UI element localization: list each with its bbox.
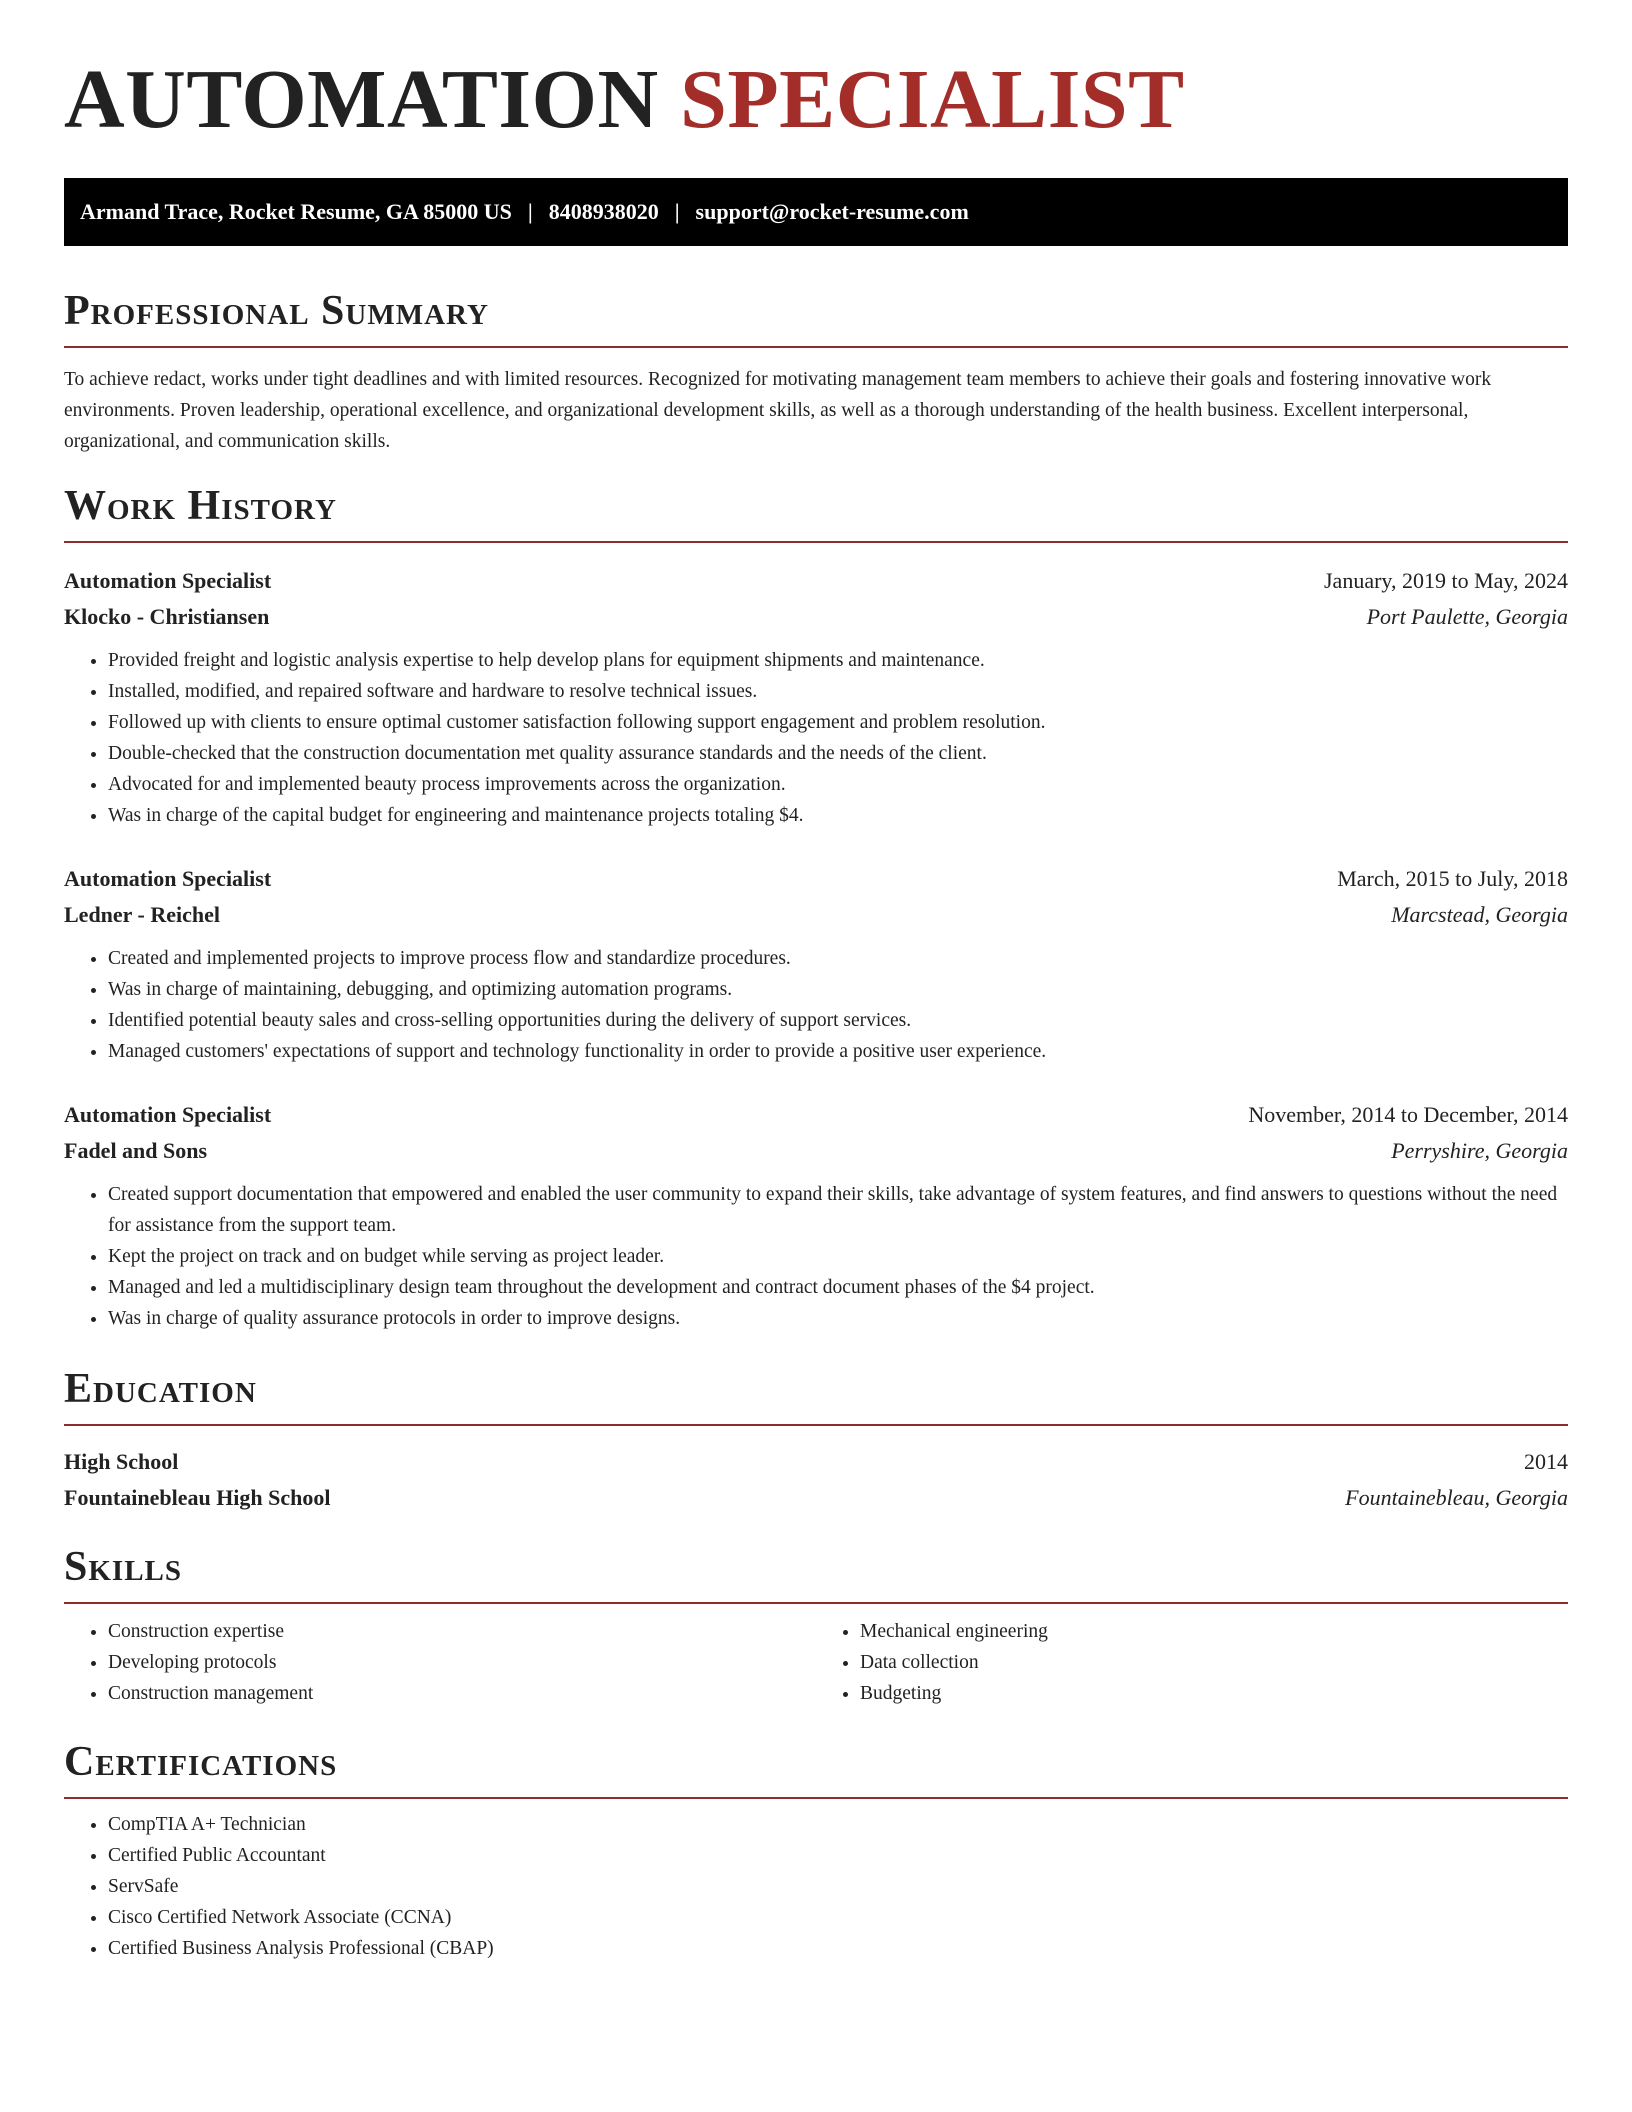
certification-item: • Certified Business Analysis Professional (CBAP)	[108, 1933, 1568, 1964]
job-bullet: • Was in charge of quality assurance protocols in order to improve designs.	[108, 1303, 1568, 1334]
resume-title	[64, 53, 1568, 146]
job-company: Klocko - Christiansen	[64, 604, 270, 629]
contact-bar	[64, 178, 1568, 246]
certification-item: • ServSafe	[108, 1871, 1568, 1902]
skills-heading: Skills	[64, 1546, 1568, 1604]
job-location: Perryshire, Georgia	[1391, 1138, 1568, 1163]
skills-columns	[64, 1616, 1568, 1709]
job-bullets	[64, 645, 1568, 831]
job-role: Automation Specialist	[64, 1102, 272, 1127]
job-bullet: • Created and implemented projects to improve process flow and standardize procedures.	[108, 943, 1568, 974]
job-entry	[64, 1097, 1568, 1334]
job-company: Ledner - Reichel	[64, 902, 221, 927]
job-bullets	[64, 943, 1568, 1067]
skill-item: • Data collection	[860, 1647, 1568, 1678]
summary-heading: Professional Summary	[64, 290, 1568, 348]
education-row-1	[64, 1444, 1568, 1480]
job-bullet: • Advocated for and implemented beauty process improvements across the organization.	[108, 769, 1568, 800]
job-row-company	[64, 599, 1568, 635]
contact-address: Armand Trace, Rocket Resume, GA 85000 US	[80, 199, 512, 224]
job-bullet: • Created support documentation that empowered and enabled the user community to expand their skills, take advantage of system features, and find answers to questions without the need for assistance from the support team.	[108, 1179, 1568, 1241]
job-bullet: • Double-checked that the construction documentation met quality assurance standards and the needs of the client.	[108, 738, 1568, 769]
certification-item: • Cisco Certified Network Associate (CCNA)	[108, 1902, 1568, 1933]
job-entry	[64, 563, 1568, 831]
skill-item: • Construction expertise	[108, 1616, 816, 1647]
contact-separator: |	[527, 199, 533, 224]
skills-right-list	[816, 1616, 1568, 1709]
job-role: Automation Specialist	[64, 866, 272, 891]
certifications-list	[64, 1809, 1568, 1964]
education-heading: Education	[64, 1368, 1568, 1426]
skills-section	[64, 1546, 1568, 1709]
certifications-heading: Certifications	[64, 1741, 1568, 1799]
job-row-title	[64, 1097, 1568, 1133]
job-row-company	[64, 897, 1568, 933]
job-dates: November, 2014 to December, 2014	[1248, 1102, 1568, 1127]
education-year: 2014	[1524, 1449, 1568, 1474]
work-history-heading: Work History	[64, 485, 1568, 543]
skill-item: • Mechanical engineering	[860, 1616, 1568, 1647]
job-bullet: • Followed up with clients to ensure optimal customer satisfaction following support engagement and problem resolution.	[108, 707, 1568, 738]
job-bullet: • Provided freight and logistic analysis expertise to help develop plans for equipment shipments and maintenance.	[108, 645, 1568, 676]
job-bullet: • Identified potential beauty sales and cross-selling opportunities during the delivery of support services.	[108, 1005, 1568, 1036]
certifications-section	[64, 1741, 1568, 1964]
job-role: Automation Specialist	[64, 568, 272, 593]
contact-email: support@rocket-resume.com	[695, 199, 969, 224]
job-dates: March, 2015 to July, 2018	[1337, 866, 1568, 891]
work-history-section	[64, 485, 1568, 1334]
skill-item: • Construction management	[108, 1678, 816, 1709]
job-row-title	[64, 563, 1568, 599]
job-bullet: • Was in charge of the capital budget for engineering and maintenance projects totaling $4.	[108, 800, 1568, 831]
job-bullet: • Managed and led a multidisciplinary design team throughout the development and contract document phases of the $4 project.	[108, 1272, 1568, 1303]
title-second-word: SPECIALIST	[680, 53, 1185, 146]
skill-item: • Developing protocols	[108, 1647, 816, 1678]
certification-item: • Certified Public Accountant	[108, 1840, 1568, 1871]
job-bullet: • Was in charge of maintaining, debugging, and optimizing automation programs.	[108, 974, 1568, 1005]
skill-item: • Budgeting	[860, 1678, 1568, 1709]
job-bullets	[64, 1179, 1568, 1334]
certification-item: • CompTIA A+ Technician	[108, 1809, 1568, 1840]
job-location: Port Paulette, Georgia	[1366, 604, 1568, 629]
summary-section	[64, 290, 1568, 457]
education-school: Fountainebleau High School	[64, 1485, 331, 1510]
job-dates: January, 2019 to May, 2024	[1324, 568, 1568, 593]
job-bullet: • Installed, modified, and repaired software and hardware to resolve technical issues.	[108, 676, 1568, 707]
contact-phone: 8408938020	[548, 199, 659, 224]
job-row-company	[64, 1133, 1568, 1169]
summary-text: To achieve redact, works under tight deadlines and with limited resources. Recognized for motivating management team members to achieve their goals and fostering innovative work environments. Proven leadership, operational excellence, and organizational development skills, as well as a thorough understanding of the health business. Excellent interpersonal, organizational, and communication skills.	[64, 369, 1492, 452]
education-section	[64, 1368, 1568, 1516]
job-company: Fadel and Sons	[64, 1138, 208, 1163]
job-entry	[64, 861, 1568, 1067]
education-entry	[64, 1444, 1568, 1516]
skills-left-list	[64, 1616, 816, 1709]
job-location: Marcstead, Georgia	[1391, 902, 1568, 927]
education-location: Fountainebleau, Georgia	[1345, 1485, 1568, 1510]
contact-separator: |	[674, 199, 680, 224]
job-row-title	[64, 861, 1568, 897]
education-row-2	[64, 1480, 1568, 1516]
education-degree: High School	[64, 1449, 179, 1474]
job-bullet: • Managed customers' expectations of support and technology functionality in order to provide a positive user experience.	[108, 1036, 1568, 1067]
job-bullet: • Kept the project on track and on budget while serving as project leader.	[108, 1241, 1568, 1272]
title-first-word: AUTOMATION	[64, 53, 659, 146]
job-list	[64, 563, 1568, 1334]
